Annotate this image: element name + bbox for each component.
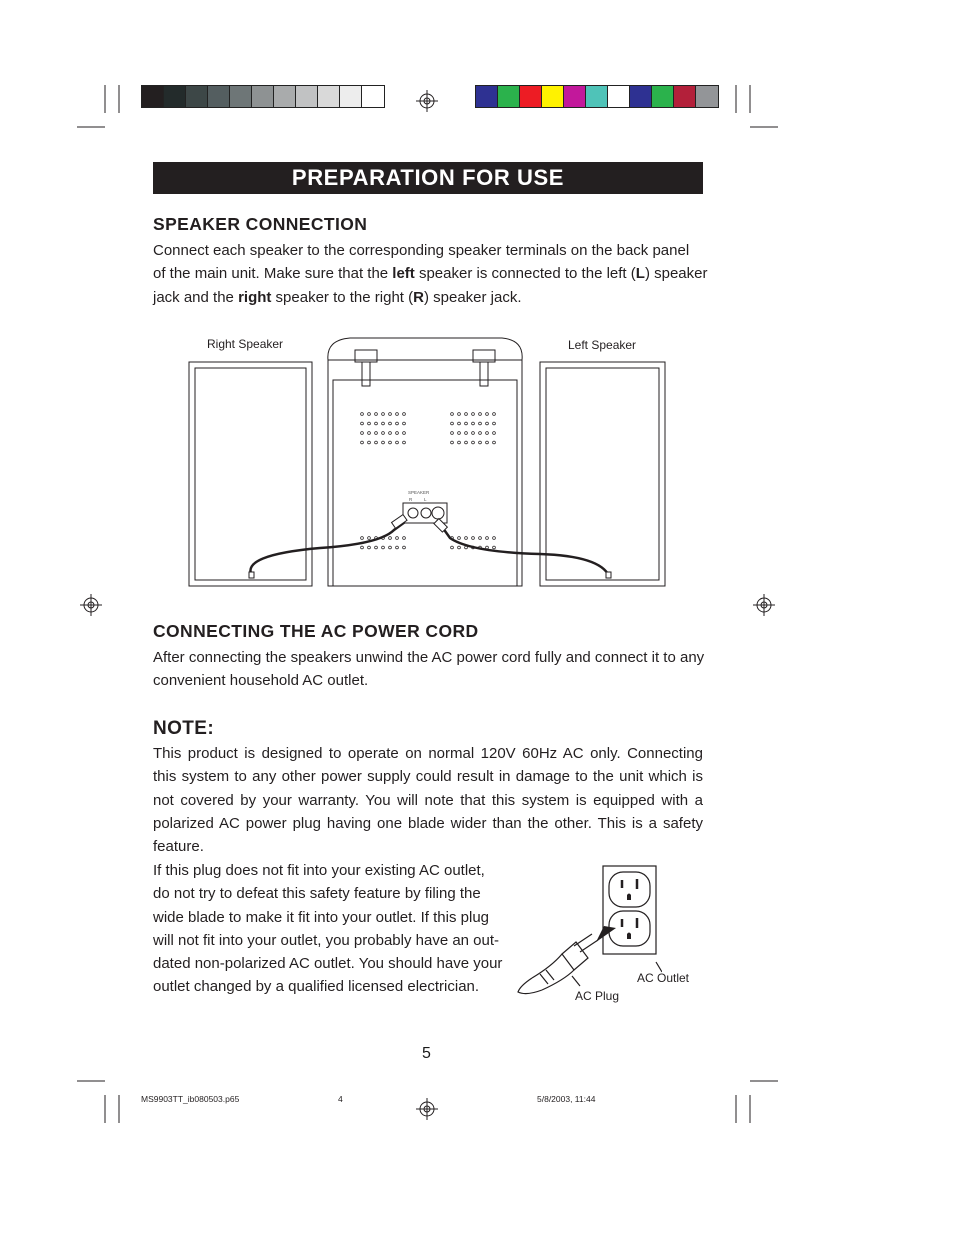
- vent-hole: [368, 546, 371, 549]
- ac-line-2: convenient household AC outlet.: [153, 672, 369, 690]
- swatch: [142, 86, 164, 107]
- vent-hole: [403, 537, 406, 540]
- footer-timestamp: 5/8/2003, 11:44: [537, 1094, 596, 1104]
- swatch: [318, 86, 340, 107]
- page-number: 5: [422, 1045, 431, 1062]
- ac-plug-icon: [562, 942, 588, 970]
- swatch: [164, 86, 186, 107]
- vent-hole: [403, 422, 406, 425]
- vent-hole: [361, 422, 364, 425]
- vent-hole: [368, 432, 371, 435]
- vent-hole: [451, 413, 454, 416]
- note-heading: NOTE:: [153, 718, 215, 739]
- vent-hole: [493, 537, 496, 540]
- swatch: [186, 86, 208, 107]
- vent-hole: [493, 413, 496, 416]
- swatch: [586, 86, 608, 107]
- vent-hole: [465, 441, 468, 444]
- speaker-connection-diagram: [180, 330, 680, 600]
- left-speaker-wire: [440, 524, 609, 576]
- page-title: PREPARATION FOR USE: [153, 162, 703, 194]
- swatch: [674, 86, 696, 107]
- vent-hole: [403, 441, 406, 444]
- ac-power-text: [153, 646, 713, 693]
- note-line: do not try to defeat this safety feature by filing the: [153, 885, 481, 903]
- terminal-label: SPEAKER: [408, 490, 430, 495]
- vent-hole: [396, 546, 399, 549]
- note-plug-warning: [153, 859, 503, 999]
- vent-hole: [389, 422, 392, 425]
- swatch: [630, 86, 652, 107]
- speaker-line-3e: ) speaker jack.: [423, 288, 522, 306]
- note-body: This product is designed to operate on normal 120V 60Hz AC only. Connecting this system to any other power supply could result in damage to the unit which is not covered by your warranty. You will note that this system is equipped with a polarized AC power plug having one blade wider than the other. This is a safety feature.: [153, 745, 703, 856]
- vent-hole: [465, 413, 468, 416]
- speaker-line-2a: of the main unit. Make sure that the: [153, 265, 393, 283]
- ac-power-heading: CONNECTING THE AC POWER CORD: [153, 621, 479, 641]
- vent-hole: [458, 413, 461, 416]
- vent-hole: [361, 413, 364, 416]
- left-speaker-label: Left Speaker: [568, 338, 637, 352]
- vent-hole: [361, 432, 364, 435]
- vent-hole: [472, 432, 475, 435]
- r-emphasis: R: [413, 288, 424, 306]
- vent-hole: [458, 441, 461, 444]
- speaker-line-3c: speaker to the right (: [271, 288, 414, 306]
- vent-hole: [486, 432, 489, 435]
- vent-hole: [479, 441, 482, 444]
- registration-mark-top: [416, 90, 438, 112]
- swatch: [608, 86, 630, 107]
- vent-hole: [389, 432, 392, 435]
- vent-hole: [493, 441, 496, 444]
- vent-hole: [382, 441, 385, 444]
- swatch: [476, 86, 498, 107]
- vent-hole: [403, 432, 406, 435]
- ac-outlet-label: AC Outlet: [637, 971, 690, 985]
- swatch: [520, 86, 542, 107]
- speaker-line-2e: ) speaker: [644, 265, 708, 283]
- registration-mark-left: [80, 594, 102, 616]
- vent-hole: [493, 432, 496, 435]
- vent-hole: [396, 441, 399, 444]
- note-line: outlet changed by a qualified licensed electrician.: [153, 978, 480, 996]
- vent-hole: [486, 422, 489, 425]
- vent-hole: [472, 422, 475, 425]
- swatch: [542, 86, 564, 107]
- vent-hole: [396, 413, 399, 416]
- ac-plug-label: AC Plug: [575, 989, 620, 1003]
- vent-hole: [396, 422, 399, 425]
- vent-hole: [368, 422, 371, 425]
- vent-hole: [451, 432, 454, 435]
- vent-hole: [479, 422, 482, 425]
- swatch: [252, 86, 274, 107]
- vent-hole: [486, 441, 489, 444]
- swatch: [274, 86, 296, 107]
- left-emphasis: left: [392, 265, 415, 283]
- speaker-connection-text: [153, 239, 713, 309]
- vent-hole: [451, 441, 454, 444]
- swatch: [362, 86, 384, 107]
- swatch: [296, 86, 318, 107]
- swatch: [208, 86, 230, 107]
- vent-hole: [451, 546, 454, 549]
- vent-hole: [472, 441, 475, 444]
- footer-filename: MS9903TT_ib080503.p65: [141, 1094, 240, 1104]
- color-calibration-bar: [475, 85, 719, 108]
- registration-mark-right: [753, 594, 775, 616]
- vent-hole: [472, 413, 475, 416]
- right-speaker-cabinet: [189, 362, 312, 586]
- vent-hole: [493, 546, 496, 549]
- vent-hole: [375, 422, 378, 425]
- vent-hole: [479, 537, 482, 540]
- swatch: [340, 86, 362, 107]
- speaker-line-1: Connect each speaker to the corresponding speaker terminals on the back panel: [153, 242, 690, 259]
- note-line: dated non-polarized AC outlet. You should have your: [153, 955, 503, 973]
- vent-hole: [458, 432, 461, 435]
- ac-line-1: After connecting the speakers unwind the AC power cord fully and connect it to any: [153, 649, 705, 666]
- vent-hole: [486, 537, 489, 540]
- vent-hole: [361, 537, 364, 540]
- vent-hole: [403, 413, 406, 416]
- gray-calibration-bar: [141, 85, 385, 108]
- vent-hole: [389, 441, 392, 444]
- speaker-line-3a: jack and the: [153, 288, 239, 306]
- right-emphasis: right: [238, 288, 272, 306]
- main-unit-top: [328, 338, 522, 360]
- vent-hole: [451, 422, 454, 425]
- vent-hole: [472, 537, 475, 540]
- vent-hole: [458, 546, 461, 549]
- vent-hole: [486, 413, 489, 416]
- main-unit-body: [328, 360, 522, 586]
- vent-hole: [368, 537, 371, 540]
- vent-hole: [382, 432, 385, 435]
- note-line: If this plug does not fit into your existing AC outlet,: [153, 862, 485, 879]
- vent-hole: [389, 413, 392, 416]
- vent-hole: [396, 537, 399, 540]
- insert-arrow-icon: [596, 926, 616, 942]
- right-speaker-label: Right Speaker: [207, 337, 284, 351]
- registration-mark-bottom: [416, 1098, 438, 1120]
- vent-hole: [382, 422, 385, 425]
- vent-hole: [465, 432, 468, 435]
- swatch: [564, 86, 586, 107]
- vent-hole: [396, 432, 399, 435]
- note-line: wide blade to make it fit into your outlet. If this plug: [153, 908, 490, 926]
- swatch: [498, 86, 520, 107]
- vent-hole: [375, 546, 378, 549]
- vent-hole: [382, 413, 385, 416]
- vent-hole: [465, 537, 468, 540]
- swatch: [652, 86, 674, 107]
- footer-page: 4: [338, 1094, 343, 1104]
- vent-hole: [361, 546, 364, 549]
- vent-hole: [368, 413, 371, 416]
- vent-hole: [493, 422, 496, 425]
- vent-hole: [368, 441, 371, 444]
- note-line: will not fit into your outlet, you probably have an out-: [153, 931, 500, 949]
- swatch: [696, 86, 718, 107]
- vent-hole: [375, 432, 378, 435]
- l-emphasis: L: [635, 265, 645, 283]
- left-speaker-cabinet: [540, 362, 665, 586]
- terminal-l: L: [424, 497, 427, 502]
- vent-hole: [479, 413, 482, 416]
- speaker-line-2c: speaker is connected to the left (: [414, 265, 636, 283]
- vent-hole: [458, 537, 461, 540]
- vent-hole: [382, 546, 385, 549]
- vent-hole: [375, 413, 378, 416]
- vent-hole: [479, 432, 482, 435]
- vent-hole: [465, 422, 468, 425]
- swatch: [230, 86, 252, 107]
- vent-hole: [389, 546, 392, 549]
- vent-hole: [389, 537, 392, 540]
- speaker-connection-heading: SPEAKER CONNECTION: [153, 214, 368, 234]
- terminal-r: R: [409, 497, 413, 502]
- vent-hole: [403, 546, 406, 549]
- vent-hole: [375, 441, 378, 444]
- vent-hole: [458, 422, 461, 425]
- vent-hole: [361, 441, 364, 444]
